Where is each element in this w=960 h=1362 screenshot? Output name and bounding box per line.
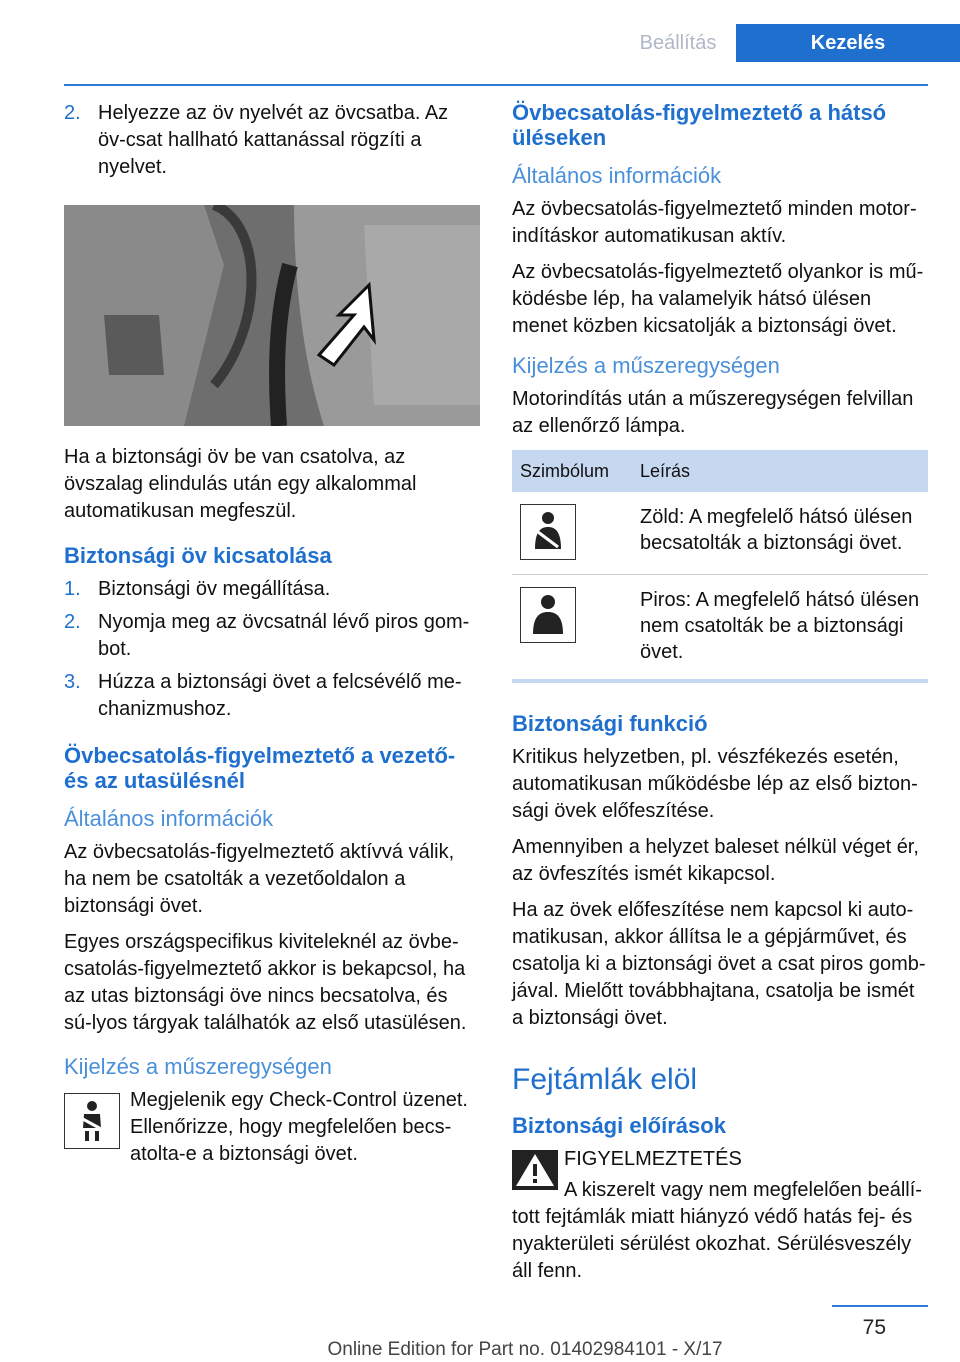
tab-operation[interactable]: Kezelés: [736, 24, 960, 62]
list-item: [64, 609, 480, 663]
list-item: [64, 100, 480, 181]
section-heading: Övbecsatolás-figyelmeztető a vezető- és az utasülésnél: [64, 743, 456, 793]
step-text: Nyomja meg az övcsatnál lévő piros gom-bot.: [98, 611, 470, 660]
footer-rule: [832, 1305, 928, 1307]
symbol-table: [512, 450, 928, 679]
step-text: Húzza a biztonsági övet a felcsévélő me-chanizmushoz.: [98, 671, 462, 720]
table-header-row: [512, 450, 928, 492]
paragraph: Egyes országspecifikus kiviteleknél az övbe-csatolás-figyelmeztető akkor is bekapcsol, ha az utas biztonsági öve nincs becsatolva, és sú-lyos tárgyak találhatók az első utasülésen.: [64, 931, 467, 1034]
subsection-heading: Általános információk: [512, 163, 722, 188]
column-header-description: Leírás: [632, 450, 928, 492]
seatbelt-warning-icon: [64, 1093, 120, 1149]
list-item: [64, 669, 480, 723]
right-column: [512, 100, 928, 1294]
page-header: [0, 24, 960, 62]
step-number: 2.: [64, 102, 81, 124]
table-bottom-rule: [512, 679, 928, 683]
seatbelt-buckle-photo: [64, 205, 480, 426]
step-number: 2.: [64, 611, 81, 633]
seatbelt-fastened-icon: [520, 504, 576, 560]
step-text: Helyezze az öv nyelvét az övcsatba. Az öv-csat hallható kattanással rögzíti a nyelvet.: [98, 102, 449, 178]
description-cell: Piros: A megfelelő hátsó ülésen nem csatolták be a biztonsági övet.: [640, 589, 920, 663]
subsection-heading: Biztonsági előírások: [512, 1113, 726, 1138]
indicator-row: [64, 1087, 480, 1171]
left-column: [64, 100, 480, 1171]
warning-title: FIGYELMEZTETÉS: [564, 1148, 742, 1170]
step-number: 1.: [64, 578, 81, 600]
symbol-cell: [512, 575, 632, 680]
section-heading: Övbecsatolás-figyelmeztető a hátsó üléseken: [512, 100, 887, 150]
seatbelt-photo-illustration: [64, 205, 480, 426]
paragraph: Motorindítás után a műszeregységen felvillan az ellenőrző lámpa.: [512, 388, 914, 437]
paragraph: Ha az övek előfeszítése nem kapcsol ki auto-matikusan, akkor állítsa le a gépjárművet, és csatolja ki a biztonsági övet a csat piros gomb-jával. Mielőtt továbbhajtana, csatolja be ismét a biztonsági övet.: [512, 899, 926, 1029]
section-heading: Biztonsági funkció: [512, 711, 708, 736]
paragraph: Az övbecsatolás-figyelmeztető aktívvá válik, ha nem be csatolták a vezetőoldalon a biztonsági övet.: [64, 841, 455, 917]
warning-block: [512, 1146, 928, 1173]
description-cell: Zöld: A megfelelő hátsó ülésen becsatolták a biztonsági övet.: [632, 492, 928, 575]
release-steps-list: [64, 576, 480, 723]
warning-text: A kiszerelt vagy nem megfelelően beállí-tott fejtámlák miatt hiányzó védő hatás fej- és nyakterületi sérülést okozhat. Sérülésveszély áll fenn.: [512, 1179, 922, 1282]
seat-occupant-icon: [520, 587, 576, 643]
table-row: [512, 575, 928, 680]
header-rule: [64, 84, 928, 86]
step-text: Biztonsági öv megállítása.: [98, 578, 331, 600]
paragraph: Az övbecsatolás-figyelmeztető minden motor-indításkor automatikusan aktív.: [512, 198, 917, 247]
paragraph: Amennyiben a helyzet baleset nélkül véget ér, az övfeszítés ismét kikapcsol.: [512, 836, 919, 885]
paragraph: Az övbecsatolás-figyelmeztető olyankor is mű-ködésbe lép, ha valamelyik hátsó ülésen menet közben kicsatolják a biztonsági övet.: [512, 261, 924, 337]
subsection-heading: Kijelzés a műszeregységen: [64, 1054, 332, 1079]
tab-settings[interactable]: Beállítás: [620, 24, 736, 62]
column-header-symbol: Szimbólum: [512, 450, 632, 492]
paragraph: Kritikus helyzetben, pl. vészfékezés esetén, automatikusan működésbe lép az első bizton-sági övek előfeszítése.: [512, 746, 918, 822]
chapter-heading: Fejtámlák elöl: [512, 1063, 698, 1096]
subsection-heading: Általános információk: [64, 806, 274, 831]
page-number: 75: [862, 1316, 886, 1339]
step-number: 3.: [64, 671, 81, 693]
footer: [0, 1339, 960, 1361]
table-row: [512, 492, 928, 575]
symbol-cell: [512, 492, 632, 575]
paragraph: Ha a biztonsági öv be van csatolva, az övszalag elindulás után egy alkalommal automatikusan megfeszül.: [64, 446, 417, 522]
edition-text: Online Edition for Part no. 01402984101 - X/17: [327, 1339, 723, 1360]
section-heading: Biztonsági öv kicsatolása: [64, 543, 332, 568]
warning-triangle-icon: [512, 1150, 558, 1190]
subsection-heading: Kijelzés a műszeregységen: [512, 353, 780, 378]
indicator-text: Megjelenik egy Check-Control üzenet. Ellenőrizze, hogy megfelelően becs-atolta-e a biztonsági övet.: [130, 1089, 468, 1165]
list-item: [64, 576, 480, 603]
